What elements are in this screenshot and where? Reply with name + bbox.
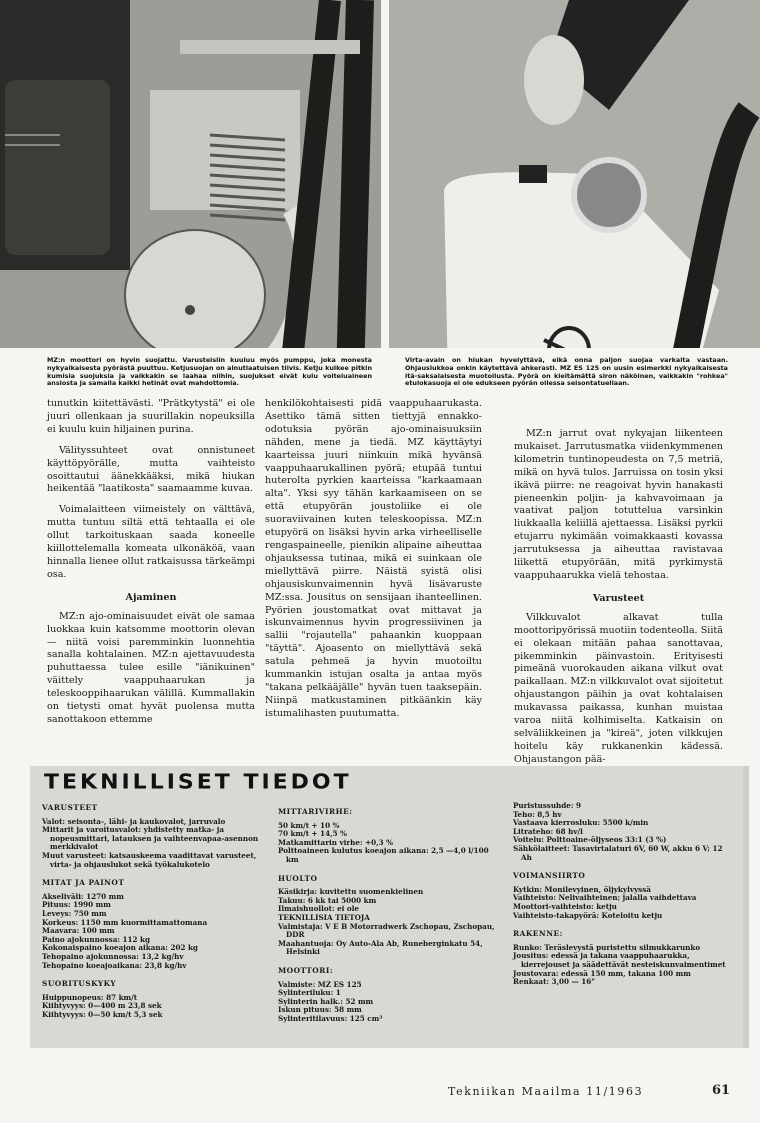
publication-footer: Tekniikan Maailma 11/1963	[448, 1085, 644, 1098]
engine-photo	[0, 0, 381, 348]
spec-row: Valmistaja: V E B Motorradwerk Zschopau, Zschopau, DDR	[278, 921, 495, 940]
section-heading-varusteet: Varusteet	[592, 592, 645, 604]
spec-row: Voitelu: Polttoaine-öljyseos 33:1 (3 %)	[513, 835, 667, 845]
spec-row: Runko: Teräslevystä puristettu silmukkarunko	[513, 942, 701, 952]
ignition-key-photo-illustration	[389, 0, 760, 348]
spec-row: Mittarit ja varoitusvalot: yhdistetty matka- ja nopeusmittari, latauksen ja vaihteenvapaa-asennon merkkivalot	[42, 825, 259, 852]
page-number: 61	[712, 1083, 731, 1098]
spec-group-voimansiirto	[513, 872, 733, 920]
specs-title: TEKNILLISET TIEDOT	[44, 771, 352, 794]
spec-row: Renkaat: 3,00 — 16"	[513, 977, 595, 987]
spec-row: 50 km/t + 10 %	[278, 820, 340, 830]
spec-row: Ilmaishuollot: ei ole	[278, 904, 360, 914]
spec-row: Valot: seisonta-, lähi- ja kaukovalot, jarruvalo	[42, 816, 226, 826]
spec-row: Sylinteritilavuus: 125 cm³	[278, 1013, 383, 1023]
spec-row: Leveys: 750 mm	[42, 908, 107, 918]
paragraph: Voimalaitteen viimeistely on välttävä, mutta tuntuu siltä että tehtaalla ei ole ollut tarkoituskaan saada koneelle kiillottelemalla komeata ulkonäköä, vaan hinnalla lienee ollut ratkaisussa tärkeämpi osa.	[47, 504, 255, 580]
spec-heading: RAKENNE:	[513, 929, 563, 939]
spec-row: Moottori-vaihteisto: ketju	[513, 901, 617, 911]
spec-row: Kiihtyvyys: 0—400 m 23,8 sek	[42, 1001, 162, 1011]
paragraph: henkilökohtaisesti pidä vaappuhaarukasta. Asettiko tämä sitten tiettyjä ennakko-odotuksia pyörän ajo-ominaisuuksiin nähden, mene ja tiedä. MZ käyttäytyi kaarteissa juuri niinkuin mikä hyvänsä vaappuhaarukallinen pyörä; etupää tuntui huterolta pyrkien kaarteissa "karkaamaan alta". Yksi syy tähän karkaamiseen on se että etupyörän joustoliike ei ole suoraviivainen kuten teleskoopissa. MZ:n etupyörä on lisäksi hyvin arka virheelliselle rengaspaineelle, pienikin alipaine aiheuttaa ohjauksessa tutinaa, mikä ei suinkaan ole miellyttävä piirre. Näistä syistä olisi ohjausiskunvaimennin hyvä lisävaruste MZ:ssa. Jousitus on sensijaan ihanteellinen. Pyörien joustomatkat ovat mittavat ja iskunvaimennus hyvin progressiivinen ja sallii "rojautella" pahaankin kuoppaan "täyttä". Ajoasento on miellyttävä sekä satula pehmeä ja hyvin muotoiltu kummankin istujan osalta ja antaa myös "takana pelkääjälle" hyvän tuen taaksepäin. Niinpä matkustaminen pitkäänkin käy istumalihasten puutumatta.	[265, 398, 482, 719]
spec-group-varusteet	[42, 804, 277, 869]
spec-row: Maahantuoja: Oy Auto-Ala Ab, Runeberginkatu 54, Helsinki	[278, 938, 483, 957]
ignition-key-photo	[389, 0, 760, 348]
article-column-3	[514, 428, 723, 775]
spec-row: Teho: 8,5 hv	[513, 809, 562, 819]
spec-heading: VOIMANSIIRTO	[513, 871, 586, 881]
spec-group-moottori-cont	[513, 802, 733, 862]
spec-group-suorituskyky	[42, 980, 277, 1019]
spec-row: Matkamittarin virhe: +0,3 %	[278, 837, 393, 847]
specs-column-1	[42, 800, 277, 1029]
spec-row: Puristussuhde: 9	[513, 801, 582, 810]
spec-row: Kokonaispaino koeajon aikana: 202 kg	[42, 943, 198, 953]
spec-row: Litrateho: 68 hv/l	[513, 826, 583, 836]
spec-group-mittarivirhe	[278, 808, 503, 865]
spec-row: Valmiste: MZ ES 125	[278, 979, 362, 989]
spec-row: Tehopaino koeajoaikana: 23,8 kg/hv	[42, 960, 187, 970]
specs-column-3	[513, 802, 733, 997]
section-heading-ajaminen: Ajaminen	[125, 591, 177, 603]
spec-row: 70 km/t + 14,5 %	[278, 829, 347, 839]
spec-row: TEKNILLISIA TIETOJA	[278, 912, 370, 922]
technical-specs-box	[30, 766, 749, 1048]
spec-row: Käsikirja: kuvitettu suomenkielinen	[278, 887, 424, 897]
photo-caption-right: Virta-avain on hiukan hyvelyttävä, eikä onna paljon suojaa varkaita vastaan. Ohjauslukkoa onkin käytettävä ahkerasti. MZ ES 125 on uusin esimerkki nykyaikaisesta itä-saksalaisesta muotoilusta. Pyörä on kieltämättä siron näköinen, vaikkakin "rohkea" etulokasuoja ei ole edukseen pyörän ollessa seisontatuellaan.	[405, 356, 728, 388]
article-column-2	[265, 398, 482, 729]
spec-row: Sylinterin halk.: 52 mm	[278, 996, 374, 1006]
spec-row: Joustovara: edessä 150 mm, takana 100 mm	[513, 968, 691, 978]
spec-row: Tehopaino ajokunnossa: 13,2 kg/hv	[42, 951, 184, 961]
spec-heading: MITAT JA PAINOT	[42, 878, 125, 888]
spec-row: Pituus: 1990 mm	[42, 900, 111, 910]
spec-row: Maavara: 100 mm	[42, 926, 115, 936]
engine-photo-illustration	[0, 0, 381, 348]
spec-row: Huippunopeus: 87 km/t	[42, 992, 138, 1002]
spec-row: Vaihteisto-takapyörä: Koteloitu ketju	[513, 910, 663, 920]
paragraph: Vilkkuvalot alkavat tulla moottoripyörissä muotiin todenteolla. Siitä ei olekaan mitään pahaa sanottavaa, pikemminkin päinvastoin. Erityisesti pimeänä vuorokauden aikana vilkut ovat paikallaan. MZ:n vilkkuvalot ovat sijoitetut ohjaustangon päihin ja ovat kohtalaisen mukavassa paikassa, kunhan muistaa varoa niitä kolhimiselta. Katkaisin on selväliikkeinen ja "kireä", joten vilkkujen hoitelu käy rukkanenkin kädessä. Ohjaustangon pää-	[514, 611, 723, 765]
spec-group-moottori	[278, 967, 503, 1024]
spec-row: Akseliväli: 1270 mm	[42, 891, 124, 901]
photo-caption-left: MZ:n moottori on hyvin suojattu. Varusteisiin kuuluu myös pumppu, joka monesta nykyaikaisesta pyörästä puuttuu. Ketjusuojan on ainutlaatuisen tiivis. Ketju kulkee pitkin kumisia suojuksia ja vaikkakin se laahaa niihin, suojukset eivät kulu voiteluaineen ansiosta ja samalla kaikki hetinät ovat mahdottomia.	[47, 356, 372, 388]
spec-row: Takuu: 6 kk tai 5000 km	[278, 895, 377, 905]
spec-row: Kiihtyvyys: 0—50 km/t 5,3 sek	[42, 1009, 163, 1019]
spec-row: Vaihteisto: Nelivaihteinen; jalalla vaihdettava	[513, 893, 697, 903]
spec-row: Paino ajokunnossa: 112 kg	[42, 934, 151, 944]
spec-heading: MOOTTORI:	[278, 965, 334, 975]
paragraph: tunutkin kiitettävästi. "Prätkytystä" ei ole juuri ollenkaan ja suurillakin nopeuksilla ei kuulu kuin hiljainen purina.	[47, 398, 255, 435]
paragraph: MZ:n jarrut ovat nykyajan liikenteen mukaiset. Jarrutusmatka viidenkymmenen kilometrin tuntinopeudesta on 7,5 metriä, mikä on hyvä tulos. Jarruissa on tosin yksi ikävä piirre: ne reagoivat hyvin hanakasti pieneenkin poljin- ja kahvavoimaan ja vaativat paljon totuttelua varsinkin liukkaalla keliillä ajettaessa. Lisäksi pyrkii etujarru nykimään voimakkaasti kovassa jarrutuksessa ja aiheuttaa ravistavaa liikettä etupyörään, mitä pyrkimystä vaappuhaarukka vielä tehostaa.	[514, 428, 723, 581]
spec-row: Kytkin: Monilevyinen, öljykylvyssä	[513, 884, 651, 894]
specs-column-2	[278, 804, 503, 1033]
spec-row: Vastaava kierrosluku: 5500 k/min	[513, 818, 649, 828]
spec-row: Jousitus: edessä ja takana vaappuhaarukka, kierrejouset ja säädettävät nesteiskunvaimentimet	[513, 951, 726, 969]
spec-row: Sähkölaitteet: Tasavirtalaturi 6V, 60 W, akku 6 V; 12 Ah	[513, 843, 723, 862]
spec-group-rakenne	[513, 930, 733, 987]
spec-row: Sylinteriluku: 1	[278, 988, 341, 998]
spec-heading: MITTARIVIRHE:	[278, 807, 353, 816]
article-column-1	[47, 398, 255, 735]
paragraph: MZ:n ajo-ominaisuudet eivät ole samaa luokkaa kuin katsomme moottorin olevan — niitä voisi paremminkin luonnehtia sanalla kohtalainen. MZ:n ajettavuudesta puhuttaessa tulee esille "iänikuinen" väittely vaappuhaarukan ja teleskooppihaarukan välillä. Kummallakin on tietysti omat hyvät puolensa mutta sanottakoon ettemme	[47, 610, 255, 725]
spec-group-huolto	[278, 875, 503, 957]
spec-heading: VARUSTEET	[42, 803, 98, 812]
spec-row: Korkeus: 1150 mm kuormittamattomana	[42, 917, 208, 927]
spec-row: Muut varusteet: katsauskeema vaadittavat varusteet, virta- ja ohjauslukot sekä työkalukotelo	[42, 850, 257, 869]
spec-row: Polttoaineen kulutus koeajon aikana: 2,5 —4,0 l/100 km	[278, 846, 489, 864]
paragraph: Välityssuhteet ovat onnistuneet käyttöpyörälle, mutta vaihteisto osoittautui äänekkääksi, mikä hiukan heikentää "laatikosta" saamaamme kuvaa.	[47, 444, 255, 495]
spec-group-mitat	[42, 879, 277, 970]
spec-row: Iskun pituus: 58 mm	[278, 1005, 362, 1015]
spec-heading: HUOLTO	[278, 873, 318, 883]
spec-heading: SUORITUSKYKY	[42, 979, 117, 989]
